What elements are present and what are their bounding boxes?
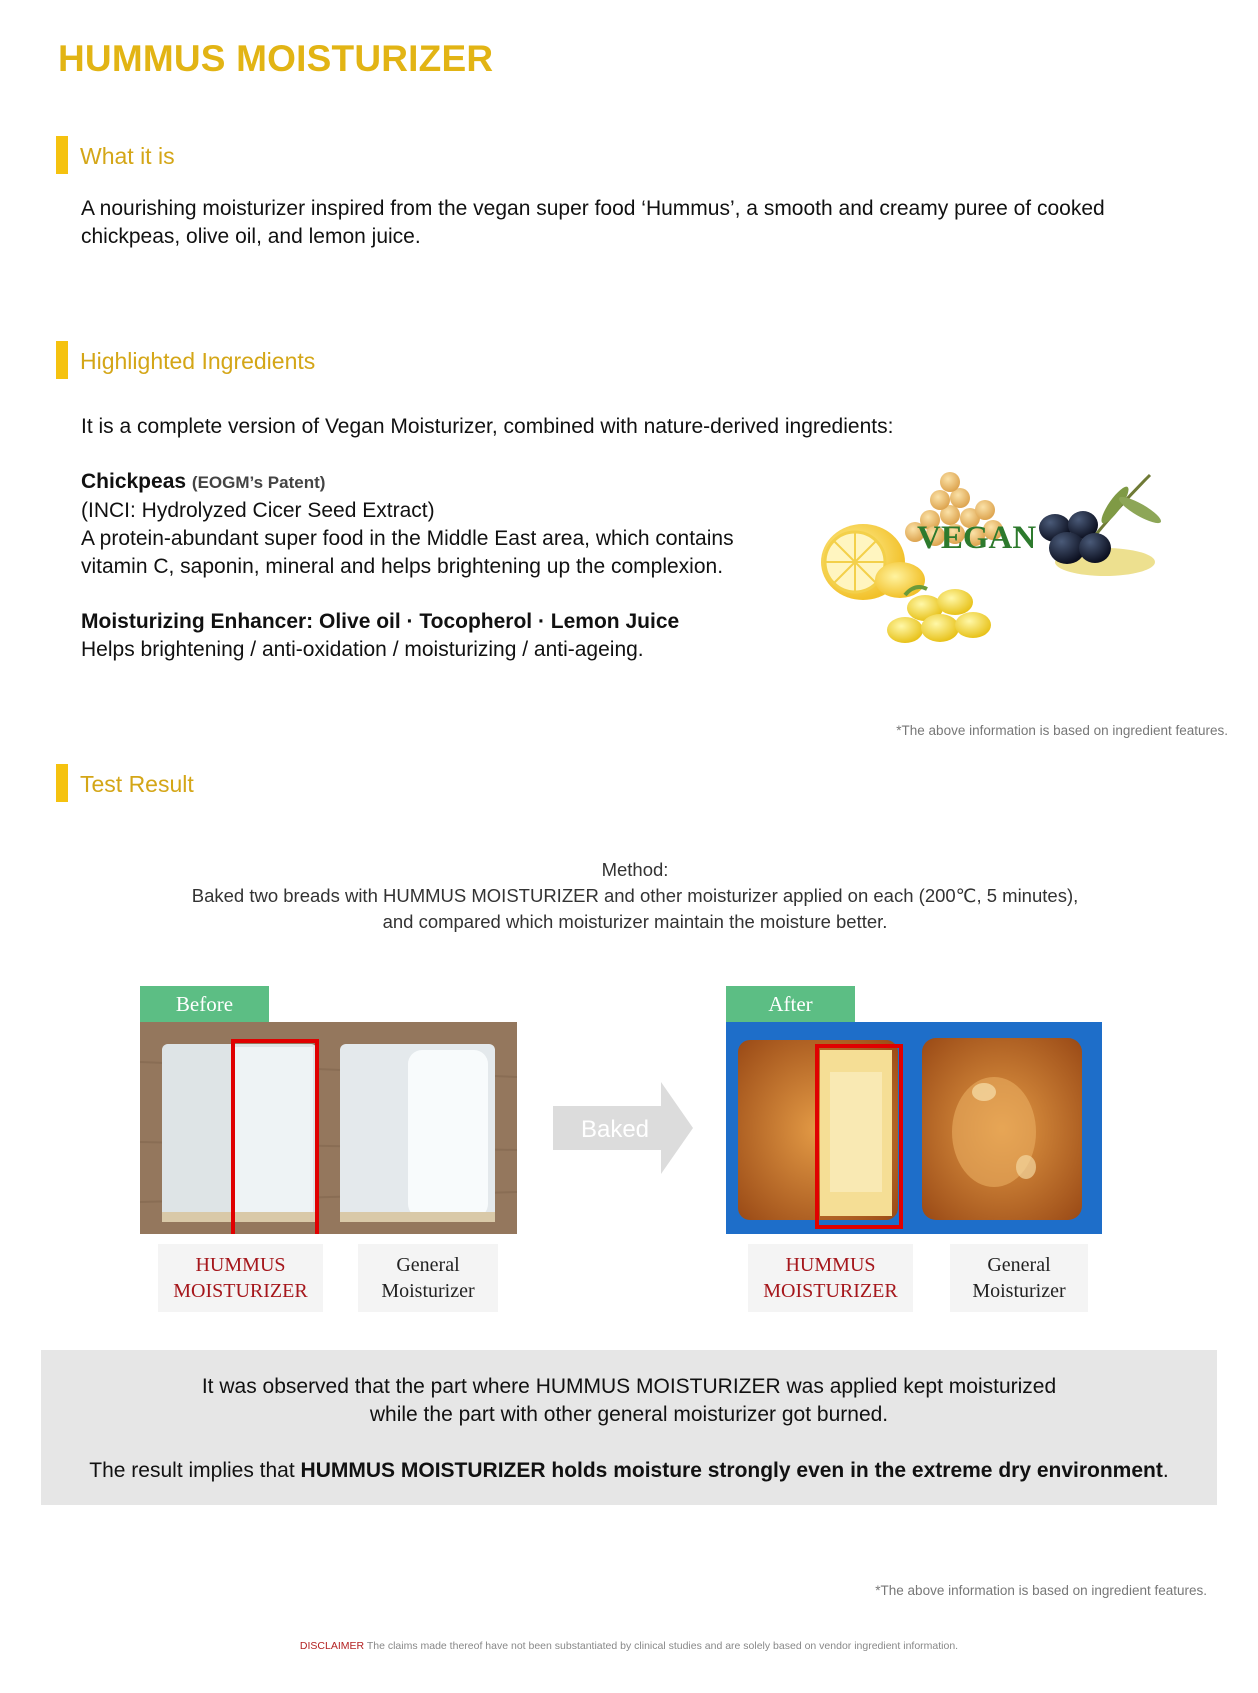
chickpeas-desc: A protein-abundant super food in the Middle East area, which contains xyxy=(81,527,734,550)
method-line: and compared which moisturizer maintain the moisture better. xyxy=(382,911,888,932)
disclaimer xyxy=(0,1640,1258,1652)
enhancer-name: Moisturizing Enhancer: Olive oil · Tocopherol · Lemon Juice xyxy=(81,610,680,633)
chickpeas-title xyxy=(81,468,781,497)
after-tag: After xyxy=(726,986,855,1022)
chickpeas-inci: (INCI: Hydrolyzed Cicer Seed Extract) xyxy=(81,499,435,522)
section-heading-ingredients: Highlighted Ingredients xyxy=(80,348,316,374)
result-summary xyxy=(41,1350,1217,1505)
section-marker xyxy=(56,341,68,379)
disclaimer-label: DISCLAIMER xyxy=(299,1640,365,1652)
what-it-is-line: A nourishing moisturizer inspired from the vegan super food ‘Hummus’, a smooth and creamy puree of cooked xyxy=(81,197,1105,220)
chickpeas-patent: (EOGM’s Patent) xyxy=(191,473,326,492)
label-line: General xyxy=(987,1254,1051,1276)
label-line: Moisturizer xyxy=(381,1280,475,1302)
summary-line: while the part with other general moisturizer got burned. xyxy=(369,1403,889,1426)
section-heading-test-result: Test Result xyxy=(80,771,194,797)
footer-note: *The above information is based on ingredient features. xyxy=(875,1583,1207,1598)
ingredient-note: *The above information is based on ingredient features. xyxy=(896,723,1228,738)
what-it-is-line: chickpeas, olive oil, and lemon juice. xyxy=(81,225,421,248)
method-label: Method: xyxy=(601,859,669,880)
chickpeas-name: Chickpeas xyxy=(81,470,187,493)
olive-icon xyxy=(1039,475,1164,576)
section-marker xyxy=(56,136,68,174)
what-it-is-text xyxy=(81,195,1105,251)
section-heading-what-it-is: What it is xyxy=(80,143,175,169)
section-marker xyxy=(56,764,68,802)
arrow-label: Baked xyxy=(580,1116,650,1143)
label-line: MOISTURIZER xyxy=(173,1280,308,1302)
after-photo xyxy=(726,1022,1102,1234)
label-hummus-after xyxy=(748,1244,913,1312)
method-description xyxy=(160,857,1110,935)
chickpeas-desc: vitamin C, saponin, mineral and helps brightening up the complexion. xyxy=(81,555,724,578)
label-line: Moisturizer xyxy=(972,1280,1066,1302)
before-photo xyxy=(140,1022,517,1234)
label-line: HUMMUS xyxy=(785,1254,876,1276)
enhancer-block xyxy=(81,608,781,664)
summary-conclusion-bold: HUMMUS MOISTURIZER holds moisture strongly even in the extreme dry environment xyxy=(300,1459,1163,1482)
ingredients-intro: It is a complete version of Vegan Moisturizer, combined with nature-derived ingredients: xyxy=(81,415,894,438)
label-hummus-before xyxy=(158,1244,323,1312)
page-title: HUMMUS MOISTURIZER xyxy=(58,38,494,79)
before-tag: Before xyxy=(140,986,269,1022)
summary-conclusion xyxy=(41,1457,1217,1485)
summary-conclusion-suffix: . xyxy=(1162,1459,1169,1482)
label-line: HUMMUS xyxy=(195,1254,286,1276)
label-line: General xyxy=(396,1254,460,1276)
baked-arrow-icon xyxy=(553,1082,693,1174)
enhancer-desc: Helps brightening / anti-oxidation / moisturizing / anti-ageing. xyxy=(81,638,644,661)
disclaimer-text: The claims made thereof have not been substantiated by clinical studies and are solely based on vendor ingredient information. xyxy=(364,1640,959,1652)
label-general-after xyxy=(950,1244,1088,1312)
summary-line: It was observed that the part where HUMMUS MOISTURIZER was applied kept moisturized xyxy=(201,1375,1057,1398)
label-line: MOISTURIZER xyxy=(763,1280,898,1302)
label-general-before xyxy=(358,1244,498,1312)
vegan-ingredients-illustration xyxy=(815,470,1195,685)
summary-conclusion-prefix: The result implies that xyxy=(89,1459,301,1482)
chickpeas-block xyxy=(81,468,781,581)
method-line: Baked two breads with HUMMUS MOISTURIZER and other moisturizer applied on each (200℃, 5 minutes), xyxy=(191,885,1079,906)
vegan-label: VEGAN xyxy=(917,520,1037,556)
